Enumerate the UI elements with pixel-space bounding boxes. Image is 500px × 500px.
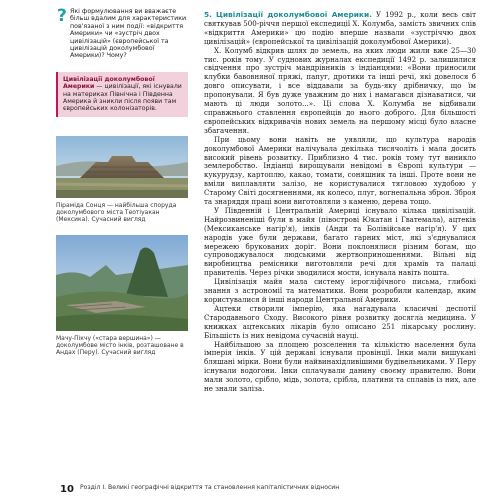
section-title: Цивілізації доколумбової Америки.: [216, 10, 372, 19]
image1-caption: Піраміда Сонця — найбільша споруда доколумбового міста Теотіуакан (Мексика). Сучасний вигляд: [56, 201, 177, 223]
paragraph-7: Найбільшою за площею розселення та кількістю населення була імперія інків. У цій державі існували провінції. Інки мали вишукані бляшані мірки. Вони були найвинахідливішими будівельниками. У Перу існували водогони. Інки сплачували данину своєму правителю. Вони мали золото, срібло, мідь, золота, срібла, платини та сплавів із них, але не знали заліза.: [204, 339, 476, 394]
main-text: [204, 11, 476, 394]
page-footer: [60, 484, 480, 496]
definition-text: — цивілізації, які існували на материках Північна і Південна Америка й зникли після появи там європейських колонізаторів.: [63, 83, 182, 113]
page-number: 10: [60, 484, 74, 495]
paragraph-1: [204, 11, 476, 47]
running-title: Розділ І. Великі географічні відкриття та становлення капіталістичних відносин: [80, 484, 340, 491]
question-text: Які формулювання ви вважаєте більш вдалим для характеристики пов'язаної з ним події: «відкриття Америки» чи «зустріч двох цивілізацій» (європейської та цивілізацій доколумбової Америки)? Чому?: [70, 8, 187, 60]
pyramid-of-sun-photo: [56, 136, 188, 198]
image2-caption: Мачу-Пікчу («стара вершина») — доколумбове місто інків, розташоване в Андах (Перу). Сучасний вигляд: [56, 334, 184, 356]
paragraph-3: При цьому вони навіть не уявляли, що культура народів доколумбової Америки налічувала декілька тисячоліть і мала досить високий рівень розвитку. Приблизно 4 тис. років тому тут виникло землеробство. Індіанці вирощували невідомі в Європі культури — кукурудзу, картоплю, какао, томати, соняшник та інші. Проте вони не вміли виплавляти залізо, не користувалися тягловою худобою у Старому Світі досягненнями, як колесо, плуг, вогнепальна зброя. Зброя та знаряддя праці вони виготовляли з каменю, дерева тощо.: [204, 134, 476, 207]
definition-box: [56, 72, 188, 117]
paragraph-6: Ацтеки створили імперію, яка нагадувала класичні деспотії Стародавнього Сходу. Високого рівня розвитку досягла медицина. У книжках ацтекських лікарів було описано 251 лікарську рослину. Більшість із них невідома сучасній науці.: [204, 303, 476, 340]
paragraph-2: Х. Колумб відкрив шлях до земель, на яких люди жили вже 25—30 тис. років тому. У суднових журналах експедиції 1492 р. залишилися свідчення про зустріч мандрівників з індіанцями: «Вони приносили клубки бавовняної пряжі, папуг, дротики та інші речі, які довелося б довго описувати, і все віддавали за будь-яку дрібничку, що їм пропонували. Я був дуже уважним до них і намагався дізнаватися, чи мають ці люди золото...». Ці слова Х. Колумба не відбивали справжнього ставлення європейців до нього доброго. Для більшості європейських відкривачів нових земель на першому місці було власне збагачення.: [204, 45, 476, 135]
machu-picchu-photo: [56, 235, 188, 331]
paragraph-1-text: У 1992 р., коли весь світ святкував 500-річчя першої експедиції Х. Колумба, замість звичних слів «відкриття Америки» цю подію вперше назвали «зустріччю двох цивілізацій» (європейської та цивілізацій доколумбової Америки).: [204, 10, 476, 46]
sidebar: [56, 8, 188, 356]
sidebar-question: [70, 8, 188, 60]
paragraph-5: Цивілізація майя мала систему ієрогліфічного письма, глибокі знання з астрономії та математики. Вони розробили календар, яким користувалися й інші народи Центральної Америки.: [204, 277, 476, 304]
question-mark-icon: ?: [57, 6, 67, 26]
paragraph-4: У Південній і Центральній Америці існувало кілька цивілізацій. Найрозвиненіші були в майя (півострові Юкатан і Гватемала), ацтеків (Мексиканське нагір'я), інків (Анди та Болівійське нагір'я). У цих народів уже були держави, багато гарних міст, які з'єднувалися мережею брукованих доріг. Вони поклонялися різним богам, що супроводжувалося людськими жертвоприношеннями. Вільні від виробництва ремісники виготовляли речі для храмів та палаці правителів. Через річки зводилися мости, існувала навіть пошта.: [204, 205, 476, 278]
section-number: 5.: [204, 10, 212, 19]
definition-term: Цивілізації доколумбової Америки: [63, 75, 155, 91]
